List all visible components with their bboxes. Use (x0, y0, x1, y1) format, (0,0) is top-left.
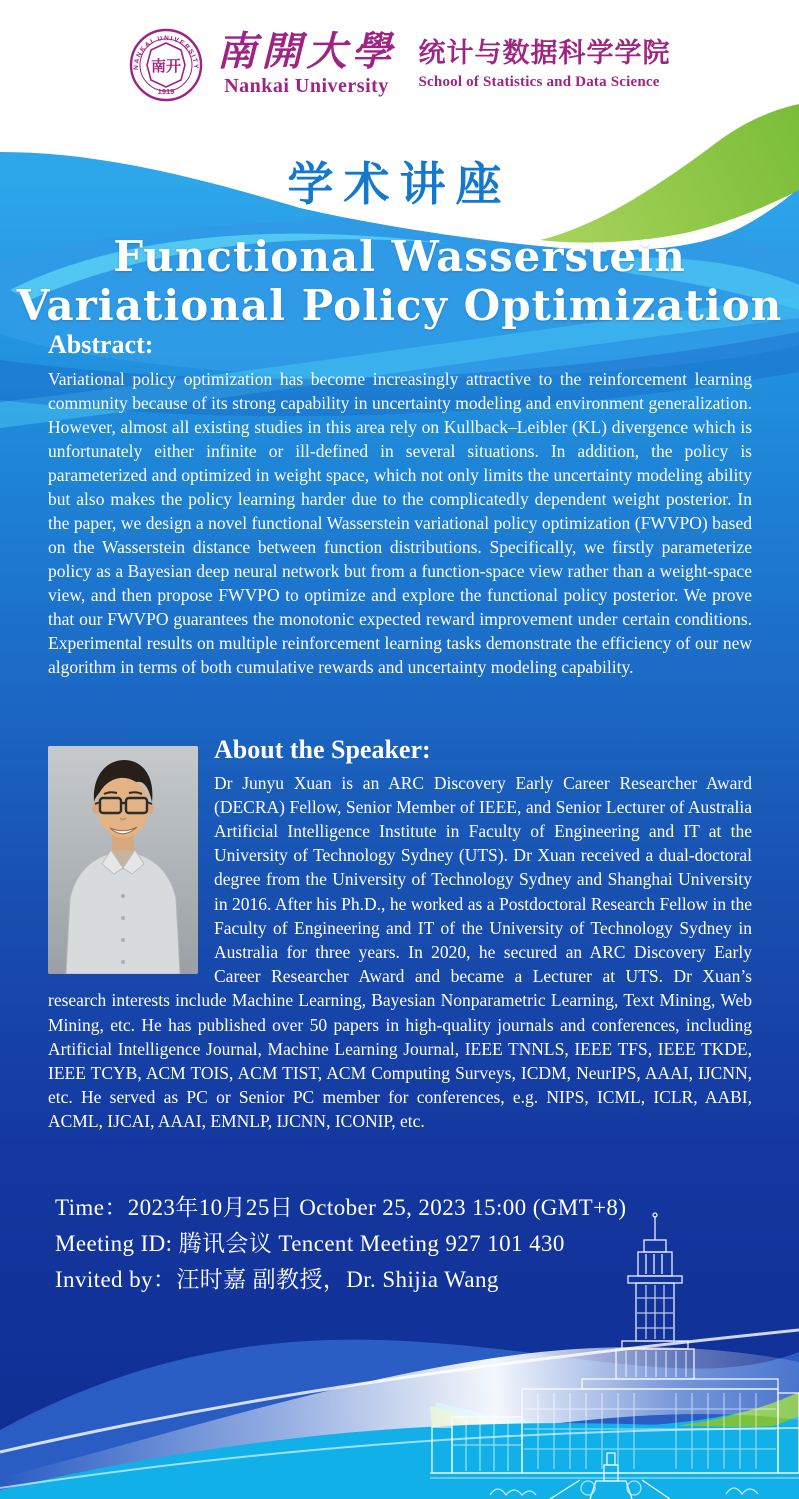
university-name-en: Nankai University (224, 75, 389, 97)
lecture-title-line1: Functional Wasserstein (113, 232, 686, 281)
university-seal-icon (129, 28, 203, 102)
seal-ring-text: NANKAI UNIVERSITY (132, 34, 199, 71)
seal-year: 1919 (157, 87, 174, 96)
school-name-cn: 统计与数据科学学院 (418, 38, 671, 70)
event-details (55, 1190, 626, 1298)
abstract-heading: Abstract: (48, 330, 154, 359)
speaker-bio: Dr Junyu Xuan is an ARC Discovery Early Career Researcher Award (DECRA) Fellow, Senior Member of IEEE, and Senior Lecturer of Australia Artificial Intelligence Institute in Faculty of Engineering and IT at the University of Technology Sydney (UTS). Dr Xuan received a dual-doctoral degree from the University of Technology Sydney and Shanghai University in 2016. After his Ph.D., he worked as a Postdoctoral Research Fellow in the Faculty of Engineering and IT of the University of Technology Sydney in Australia for three years. In 2020, he secured an ARC Discovery Early Career Researcher Award and became a Lecturer at UTS. Dr Xuan’s research interests include Machine Learning, Bayesian Nonparametric Learning, Text Mining, Web Mining, etc. He has published over 50 papers in high-quality journals and conferences, including Artificial Intelligence Journal, Machine Learning Journal, IEEE TNNLS, IEEE TFS, IEEE TKDE, IEEE TCYB, ACM TOIS, ACM TIST, ACM Computing Surveys, ICDM, NeurIPS, AAAI, IJCNN, etc. He served as PC or Senior PC member for conferences, e.g. NIPS, ICML, ICLR, AABI, ACML, IJCAI, AAAI, EMNLP, IJCNN, ICONIP, etc. (48, 772, 752, 1132)
lecture-title-line2: Variational Policy Optimization (16, 280, 783, 330)
speaker-section (48, 736, 752, 1134)
header (0, 28, 799, 102)
speaker-heading: About the Speaker: (214, 735, 431, 764)
event-invited-by: Invited by：汪时嘉 副教授，Dr. Shijia Wang (55, 1266, 499, 1292)
abstract-body: Variational policy optimization has become increasingly attractive to the reinforcement learning community because of its strong capability in uncertainty modeling and environment generalization. However, almost all existing studies in this area rely on Kullback–Leibler (KL) divergence which is unfortunately either infinite or ill-defined in several situations. In addition, the policy is parameterized and optimized in weight space, which not only limits the uncertainty modeling ability but also makes the policy learning harder due to the complicatedly dependent weight posterior. In the paper, we design a novel functional Wasserstein variational policy optimization (FWVPO) based on the Wasserstein distance between function distributions. Specifically, we firstly parameterize policy as a Bayesian deep neural network but from a function-space view rather than a weight-space view, and then propose FWVPO to optimize and explore the functional policy posterior. We prove that our FWVPO guarantees the monotonic expected reward improvement under certain conditions. Experimental results on multiple reinforcement learning tasks demonstrate the efficiency of our new algorithm in terms of both cumulative rewards and uncertainty modeling capability. (48, 368, 752, 677)
speaker-photo (48, 746, 198, 974)
banner (0, 148, 799, 214)
banner-title: 学术讲座 (287, 157, 512, 211)
school-name-en: School of Statistics and Data Science (418, 73, 660, 90)
university-name-cn: 南開大學 (216, 28, 397, 75)
event-time: Time：2023年10月25日 October 25, 2023 15:00 (GMT+8) (55, 1195, 627, 1220)
event-meeting-id: Meeting ID: 腾讯会议 Tencent Meeting 927 101 430 (55, 1230, 565, 1256)
seal-center-text: 南开 (150, 57, 181, 75)
abstract-section (48, 331, 752, 679)
lecture-title (0, 233, 799, 330)
